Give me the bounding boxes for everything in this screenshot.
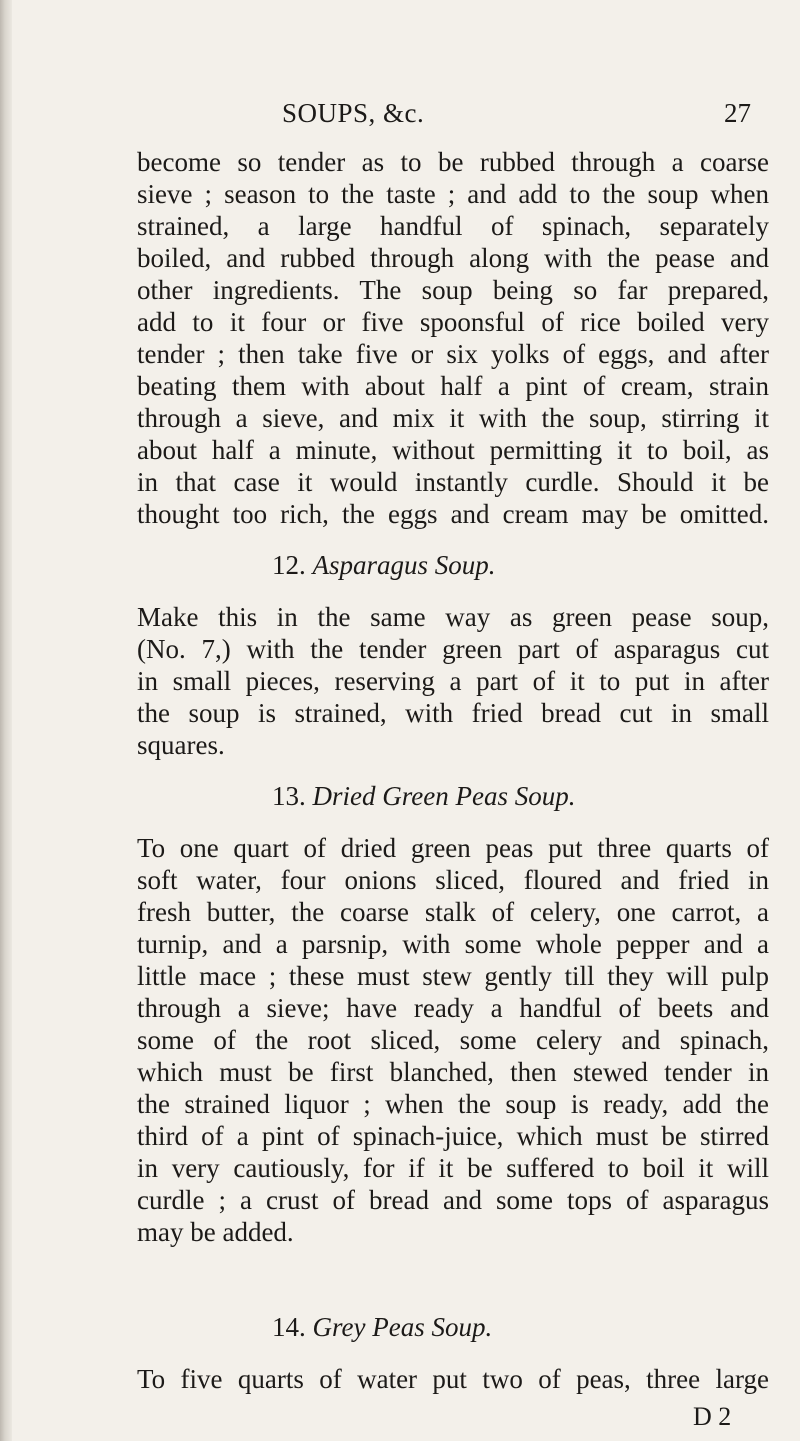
text-line: turnip, and a parsnip, with some whole pepper and a [137, 929, 769, 959]
recipe-heading-13 [272, 780, 575, 812]
text-line: in that case it would instantly curdle. Should it be [137, 467, 769, 497]
text-line: add to it four or five spoonsful of rice boiled very [137, 307, 769, 337]
text-line: become so tender as to be rubbed through a coarse [137, 147, 769, 177]
text-line: squares. [137, 730, 225, 760]
text-line: in small pieces, reserving a part of it to put in after [137, 666, 769, 696]
text-line: may be added. [137, 1217, 294, 1247]
text-line: (No. 7,) with the tender green part of asparagus cut [137, 634, 769, 664]
text-line: other ingredients. The soup being so far prepared, [137, 275, 769, 305]
text-line: third of a pint of spinach-juice, which must be stirred [137, 1121, 769, 1151]
text-line: fresh butter, the coarse stalk of celery, one carrot, a [137, 897, 769, 927]
text-line: which must be first blanched, then stewed tender in [137, 1057, 769, 1087]
page-number: 27 [724, 98, 751, 128]
text-line: little mace ; these must stew gently till they will pulp [137, 961, 769, 991]
text-line: thought too rich, the eggs and cream may be omitted. [137, 499, 769, 529]
recipe-title: Grey Peas Soup. [312, 1312, 493, 1342]
recipe-number: 14. [272, 1312, 306, 1342]
recipe-number: 13. [272, 781, 306, 811]
recipe-heading-12 [272, 549, 496, 581]
signature-mark: D 2 [693, 1402, 732, 1431]
recipe-heading-14 [272, 1311, 492, 1343]
text-line: the strained liquor ; when the soup is ready, add the [137, 1089, 769, 1119]
text-line: boiled, and rubbed through along with the pease and [137, 243, 769, 273]
text-line: the soup is strained, with fried bread cut in small [137, 698, 769, 728]
text-line: soft water, four onions sliced, floured and fried in [137, 865, 769, 895]
text-line: sieve ; season to the taste ; and add to the soup when [137, 179, 769, 209]
text-line: beating them with about half a pint of cream, strain [137, 371, 769, 401]
text-line: in very cautiously, for if it be suffered to boil it will [137, 1153, 769, 1183]
recipe-number: 12. [272, 550, 306, 580]
text-line: To five quarts of water put two of peas, three large [137, 1364, 769, 1394]
text-line: some of the root sliced, some celery and spinach, [137, 1025, 769, 1055]
recipe-title: Dried Green Peas Soup. [312, 781, 576, 811]
text-line: curdle ; a crust of bread and some tops of asparagus [137, 1185, 769, 1215]
text-line: about half a minute, without permitting it to boil, as [137, 435, 769, 465]
text-line: strained, a large handful of spinach, separately [137, 211, 769, 241]
text-line: To one quart of dried green peas put three quarts of [137, 833, 769, 863]
running-head: SOUPS, &c. [282, 98, 425, 128]
text-line: through a sieve, and mix it with the soup, stirring it [137, 403, 769, 433]
text-line: Make this in the same way as green pease soup, [137, 602, 769, 632]
text-line: tender ; then take five or six yolks of eggs, and after [137, 339, 769, 369]
recipe-title: Asparagus Soup. [312, 550, 496, 580]
text-line: through a sieve; have ready a handful of beets and [137, 993, 769, 1023]
